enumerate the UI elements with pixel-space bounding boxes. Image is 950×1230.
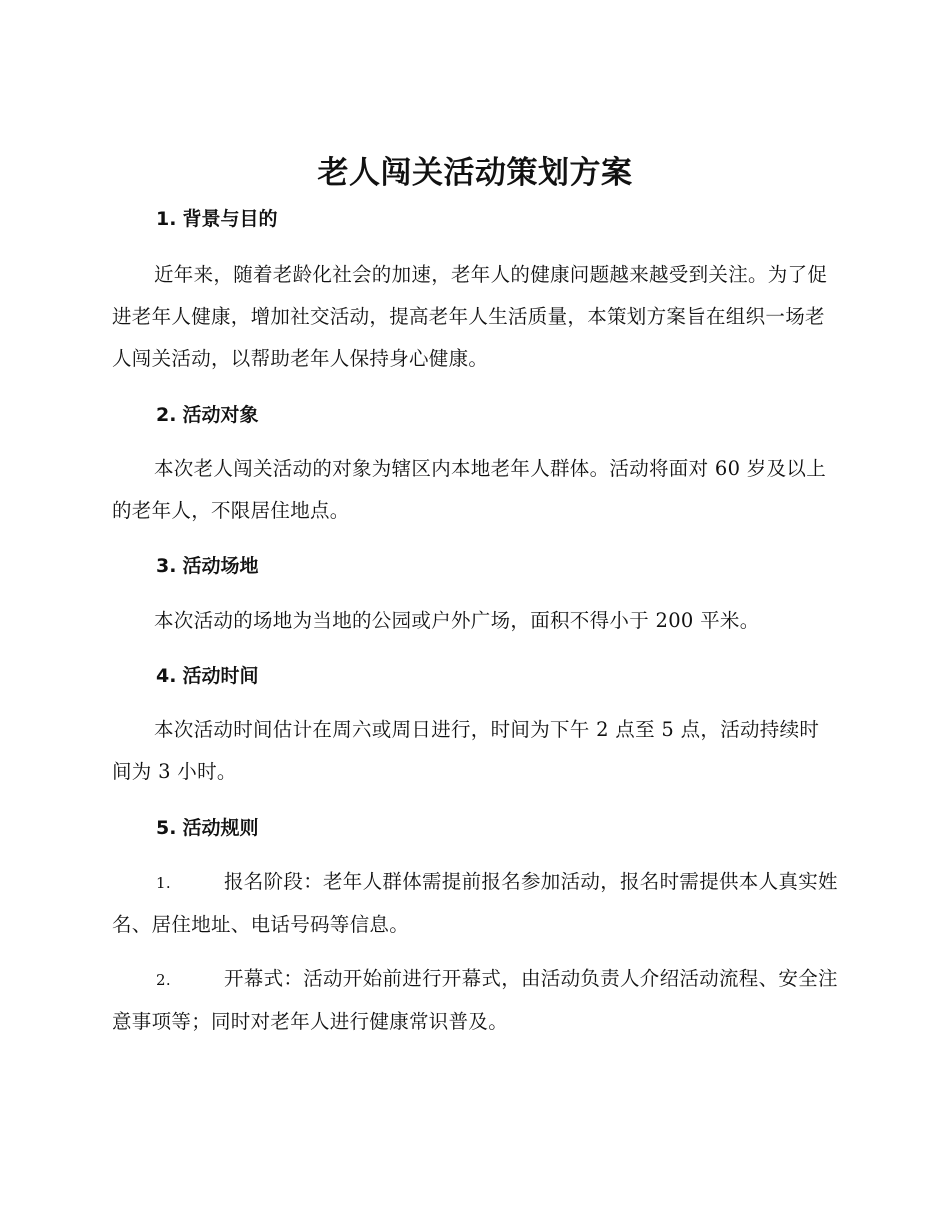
list-item-marker: 2. [156, 971, 171, 989]
section-number: 5. [156, 817, 177, 839]
section-number: 1. [156, 208, 177, 230]
section-heading-time [156, 662, 258, 690]
section-number: 4. [156, 665, 177, 687]
list-item-text: 报名阶段：老年人群体需提前报名参加活动，报名时需提供本人真实姓名、居住地址、电话号码等信息。 [112, 870, 838, 936]
list-item-marker: 1. [156, 874, 171, 892]
document-title: 老人闯关活动策划方案 [317, 155, 633, 191]
section-paragraph-time: 本次活动时间估计在周六或周日进行，时间为下午 2 点至 5 点，活动持续时间为 3 小时。 [112, 718, 820, 783]
section-heading-background [156, 205, 277, 233]
section-heading-text: 活动场地 [182, 555, 259, 577]
list-item-opening [112, 958, 838, 1043]
section-paragraph-venue: 本次活动的场地为当地的公园或户外广场，面积不得小于 200 平米。 [154, 609, 760, 632]
list-item-registration [112, 861, 838, 946]
section-heading-text: 活动时间 [182, 665, 259, 687]
section-heading-text: 活动对象 [182, 404, 259, 426]
section-paragraph-background: 近年来，随着老龄化社会的加速，老年人的健康问题越来越受到关注。为了促进老年人健康，增加社交活动，提高老年人生活质量，本策划方案旨在组织一场老人闯关活动，以帮助老年人保持身心健康。 [112, 263, 828, 370]
section-heading-text: 活动规则 [182, 817, 259, 839]
section-paragraph-participants: 本次老人闯关活动的对象为辖区内本地老年人群体。活动将面对 60 岁及以上的老年人，不限居住地点。 [112, 457, 827, 522]
section-heading-venue [156, 552, 258, 580]
section-heading-rules [156, 814, 258, 842]
section-number: 3. [156, 555, 177, 577]
list-item-text: 开幕式：活动开始前进行开幕式，由活动负责人介绍活动流程、安全注意事项等；同时对老年人进行健康常识普及。 [112, 967, 838, 1033]
section-heading-participants [156, 401, 258, 429]
section-number: 2. [156, 404, 177, 426]
section-heading-text: 背景与目的 [182, 208, 278, 230]
